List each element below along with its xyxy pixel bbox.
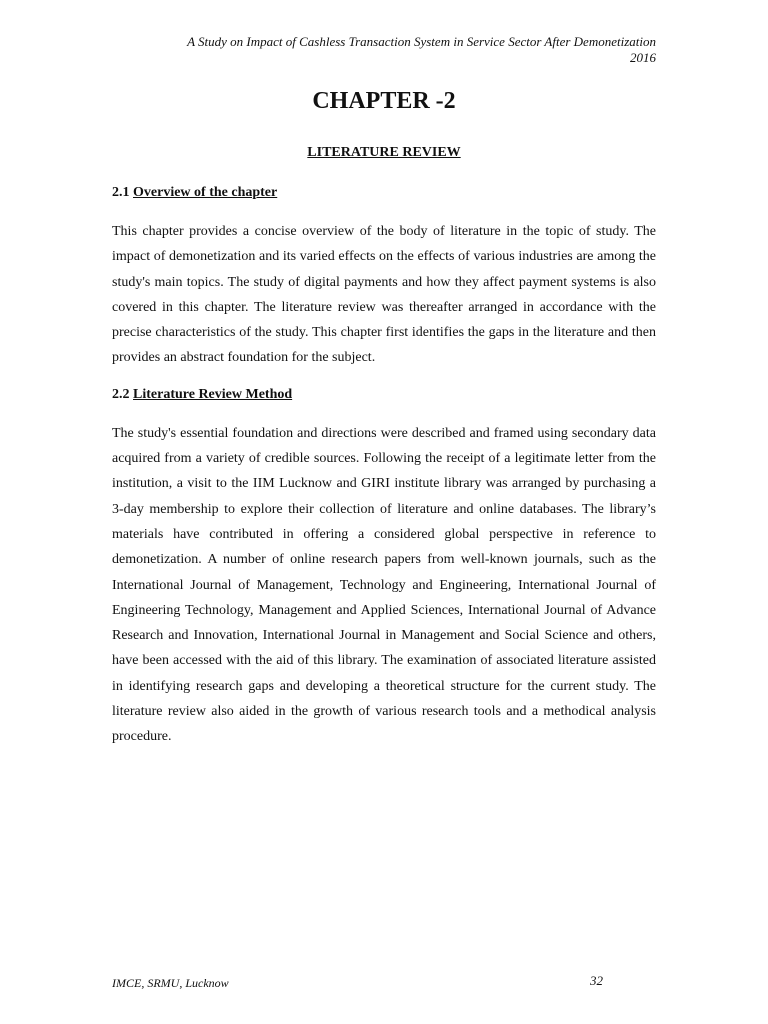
section-heading-2-1 (112, 184, 656, 202)
page-number: 32 (590, 973, 603, 988)
section-number: 2.1 (112, 185, 130, 200)
section-title: Overview of the chapter (133, 185, 278, 200)
chapter-heading: LITERATURE REVIEW (307, 145, 461, 160)
running-header-title: A Study on Impact of Cashless Transaction System in Service Sector After Demonetization (187, 34, 656, 49)
section-title: Literature Review Method (133, 386, 293, 402)
running-header (96, 34, 656, 66)
main-content (112, 184, 656, 765)
section-paragraph: This chapter provides a concise overview of the body of literature in the topic of study. The impact of demonetization and its varied effects on the effects of various industries are among the study's main topics. The study of digital payments and how they affect payment systems is also covered in this chapter. The literature review was thereafter arranged in accordance with the precise characteristics of the study. This chapter first identifies the gaps in the literature and then provides an abstract foundation for the subject. (112, 224, 656, 366)
footer-institution: IMCE, SRMU, Lucknow (112, 976, 229, 990)
section-heading-2-2 (112, 386, 656, 404)
chapter-title: CHAPTER -2 (312, 88, 456, 114)
section-number: 2.2 (112, 386, 130, 402)
running-header-year: 2016 (630, 50, 656, 65)
section-paragraph: The study's essential foundation and directions were described and framed using secondary data acquired from a variety of credible sources. Following the receipt of a legitimate letter from the institution, a visit to the IIM Lucknow and GIRI institute library was arranged by purchasing a 3-day membership to explore their collection of literature and online databases. The library’s materials have contributed in offering a considered global perspective in reference to demonetization. A number of online research papers from well-known journals, such as the International Journal of Management, Technology and Engineering, International Journal of Engineering Technology, Management and Applied Sciences, International Journal of Advance Research and Innovation, International Journal in Management and Social Science and others, have been accessed with the aid of this library. The examination of associated literature assisted in identifying research gaps and developing a theoretical structure for the current study. The literature review also aided in the growth of various research tools and a methodical analysis procedure. (112, 425, 656, 745)
